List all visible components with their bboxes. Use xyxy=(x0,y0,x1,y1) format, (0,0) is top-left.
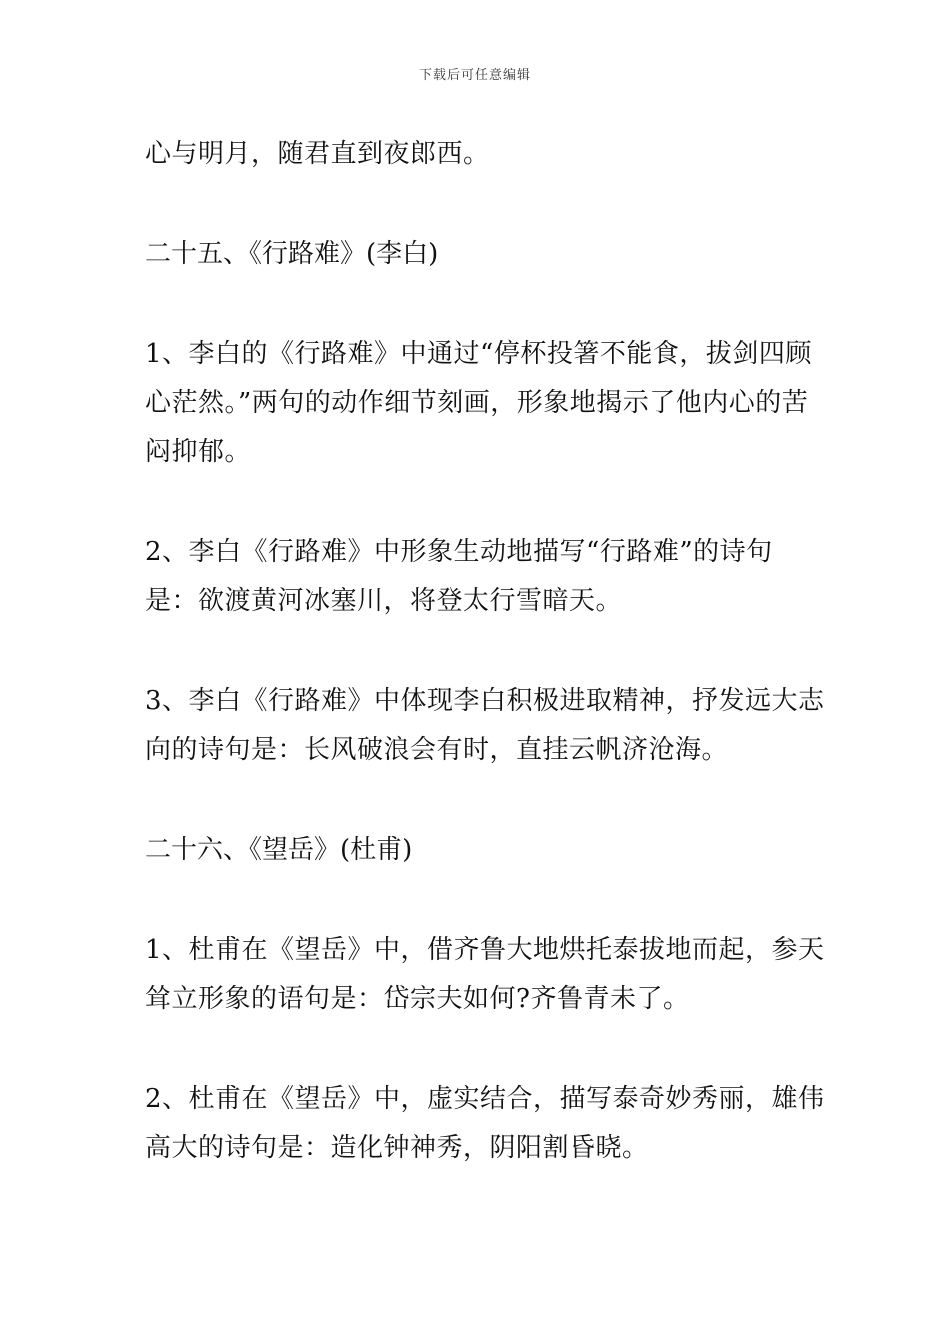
page-header: 下载后可任意编辑 xyxy=(418,68,531,83)
paragraph-25-3: 3、李白《行路难》中体现李白积极进取精神，抒发远大志向的诗句是：长风破浪会有时，直挂云帆济沧海。 xyxy=(145,686,825,765)
paragraph-1: 心与明月，随君直到夜郎西。 xyxy=(145,139,490,169)
section-heading-26: 二十六、《望岳》(杜甫) xyxy=(145,835,413,865)
paragraph-26-2: 2、杜甫在《望岳》中，虚实结合，描写泰奇妙秀丽，雄伟高大的诗句是：造化钟神秀，阴阳割昏晓。 xyxy=(145,1084,825,1163)
paragraph-26-1: 1、杜甫在《望岳》中，借齐鲁大地烘托泰拔地而起，参天耸立形象的语句是：岱宗夫如何?齐鲁青未了。 xyxy=(145,935,825,1014)
paragraph-25-1: 1、李白的《行路难》中通过“停杯投箸不能食，拔剑四顾心茫然。”两句的动作细节刻画，形象地揭示了他内心的苦闷抑郁。 xyxy=(145,339,812,467)
paragraph-25-2: 2、李白《行路难》中形象生动地描写“行路难”的诗句是：欲渡黄河冰塞川，将登太行雪暗天。 xyxy=(145,537,773,616)
section-heading-25: 二十五、《行路难》(李白) xyxy=(145,239,439,269)
document-body xyxy=(145,130,825,1224)
